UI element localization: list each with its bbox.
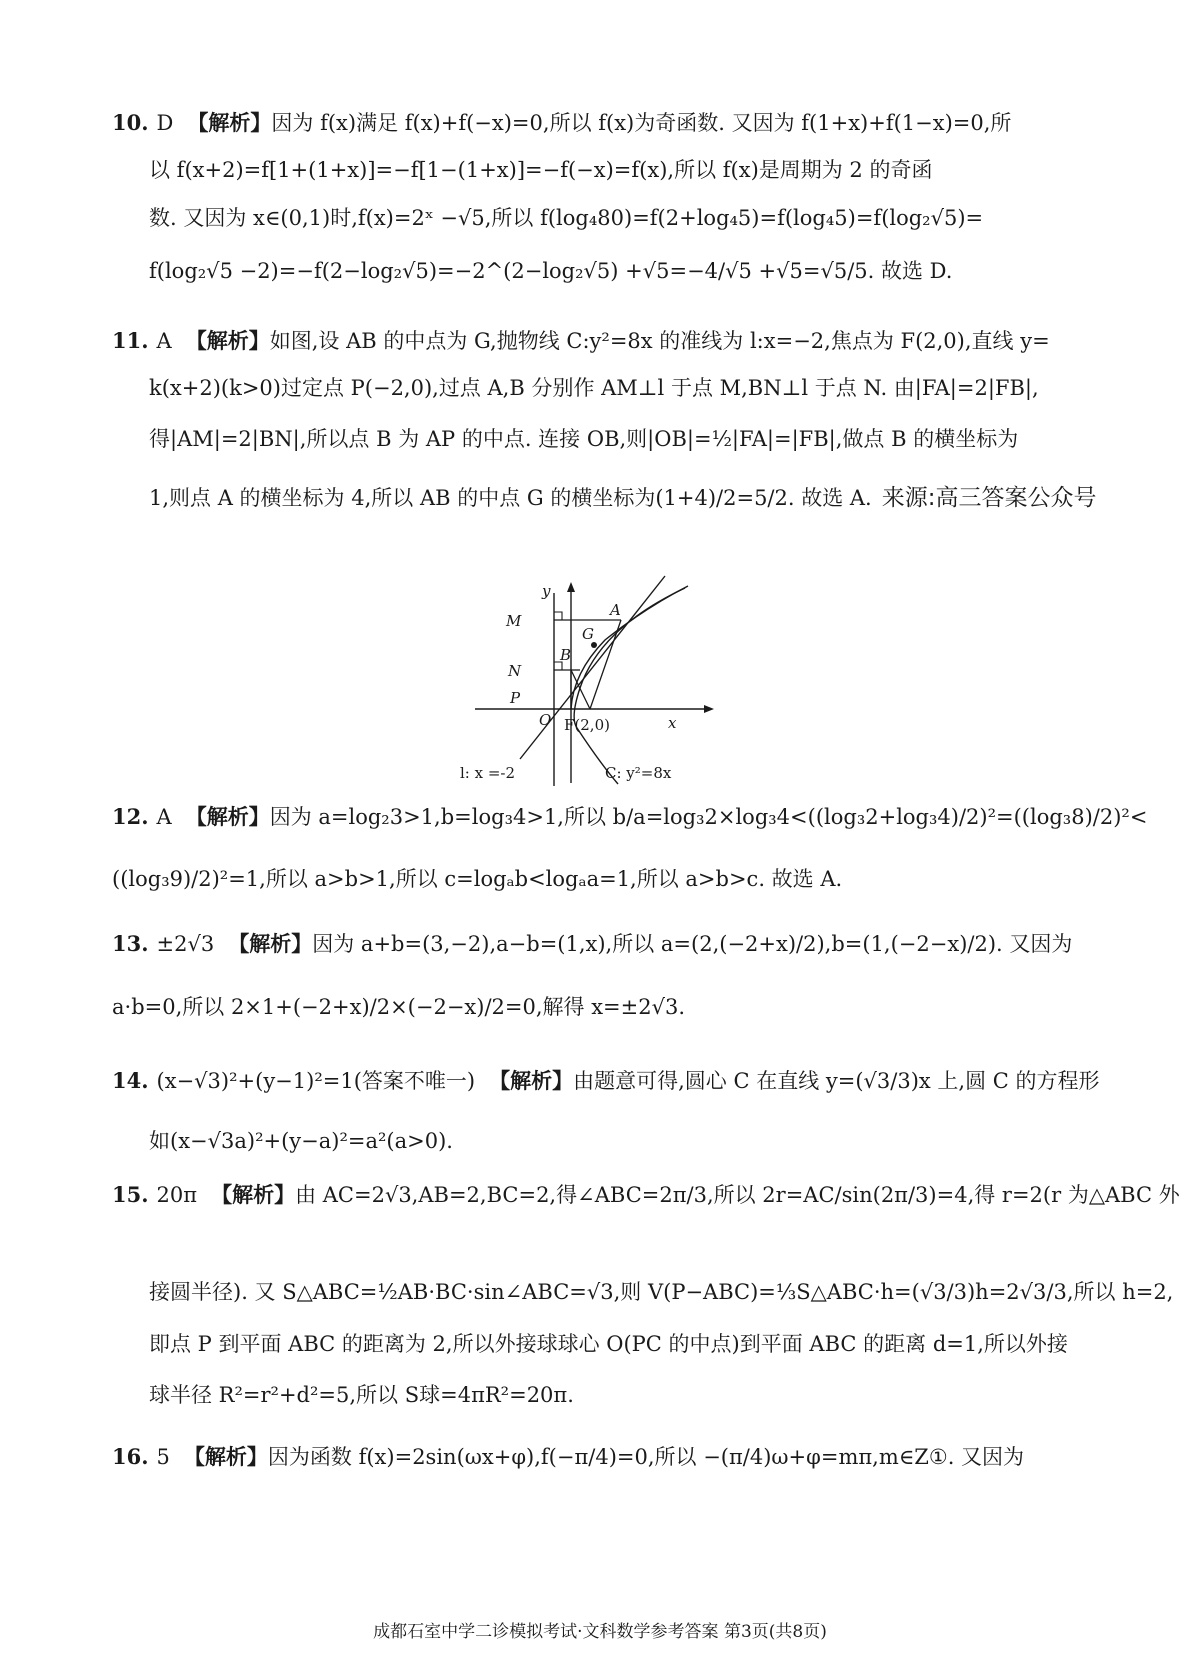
parabola-figure (460, 578, 760, 790)
parabola-upper (571, 586, 688, 709)
label-F: F(2,0) (564, 716, 610, 734)
problem-number: 15. (112, 1182, 149, 1207)
analysis-text: 因为函数 f(x)=2sin(ωx+φ),f(−π/4)=0,所以 −(π/4)ω+φ=mπ,m∈Z①. 又因为 (267, 1445, 1025, 1469)
problem-number: 11. (112, 328, 149, 353)
analysis-text: 以 f(x+2)=f[1+(1+x)]=−f[1−(1+x)]=−f(−x)=f(x),所以 f(x)是周期为 2 的奇函 (149, 158, 933, 182)
analysis-text: 接圆半径). 又 S△ABC=½AB·BC·sin∠ABC=√3,则 V(P−ABC)=⅓S△ABC·h=(√3/3)h=2√3/3,所以 h=2, (149, 1280, 1174, 1304)
analysis-text: 由 AC=2√3,AB=2,BC=2,得∠ABC=2π/3,所以 2r=AC/sin(2π/3)=4,得 r=2(r 为△ABC 外 (295, 1183, 1180, 1207)
analysis-tag: 【解析】 (183, 1444, 268, 1469)
label-O: O (539, 711, 552, 729)
problem-15-line-1 (112, 1180, 1180, 1210)
problem-number: 13. (112, 931, 149, 956)
problem-number: 12. (112, 804, 149, 829)
problem-11-line-1 (112, 326, 1050, 356)
problem-number: 14. (112, 1068, 149, 1093)
analysis-text: ((log₃9)/2)²=1,所以 a>b>1,所以 c=logₐb<logₐa=1,所以 a>b>c. 故选 A. (112, 867, 843, 891)
source-note: 来源:高三答案公众号 (881, 485, 1097, 511)
analysis-text: 因为 a+b=(3,−2),a−b=(1,x),所以 a=(2,(−2+x)/2),b=(1,(−2−x)/2). 又因为 (312, 932, 1073, 956)
problem-answer: 20π (156, 1183, 198, 1207)
y-axis-arrow (567, 582, 575, 592)
analysis-text: 由题意可得,圆心 C 在直线 y=(√3/3)x 上,圆 C 的方程形 (573, 1069, 1100, 1093)
label-M: M (506, 612, 522, 630)
parabola-curve (574, 588, 685, 784)
analysis-text: 球半径 R²=r²+d²=5,所以 S球=4πR²=20π. (149, 1383, 574, 1407)
problem-12-line-1 (112, 802, 1147, 832)
analysis-text: 即点 P 到平面 ABC 的距离为 2,所以外接球球心 O(PC 的中点)到平面 ABC 的距离 d=1,所以外接 (149, 1332, 1068, 1356)
analysis-tag: 【解析】 (489, 1068, 574, 1093)
problem-answer: D (156, 111, 174, 135)
label-P: P (510, 689, 521, 707)
problem-13-line-1 (112, 929, 1072, 959)
label-curve: C: y²=8x (605, 764, 672, 782)
analysis-tag: 【解析】 (185, 804, 270, 829)
problem-answer: 5 (156, 1445, 170, 1469)
problem-11-last-line (149, 483, 1097, 513)
analysis-text: f(log₂√5 −2)=−f(2−log₂√5)=−2^(2−log₂√5) +√5=−4/√5 +√5=√5/5. 故选 D. (149, 259, 953, 283)
analysis-text: 如图,设 AB 的中点为 G,抛物线 C:y²=8x 的准线为 l:x=−2,焦点为 F(2,0),直线 y= (269, 329, 1050, 353)
analysis-text: 因为 a=log₂3>1,b=log₃4>1,所以 b/a=log₃2×log₃4<((log₃2+log₃4)/2)²=((log₃8)/2)²< (269, 805, 1148, 829)
analysis-text: 数. 又因为 x∈(0,1)时,f(x)=2ˣ −√5,所以 f(log₄80)=f(2+log₄5)=f(log₄5)=f(log₂√5)= (149, 206, 984, 230)
problem-10-line-1 (112, 108, 1011, 138)
problem-number: 10. (112, 110, 149, 135)
analysis-text: 如(x−√3a)²+(y−a)²=a²(a>0). (149, 1129, 453, 1153)
problem-answer: ±2√3 (156, 932, 215, 956)
label-G: G (582, 625, 594, 643)
label-N: N (508, 662, 522, 680)
analysis-text: a·b=0,所以 2×1+(−2+x)/2×(−2−x)/2=0,解得 x=±2√3. (112, 995, 686, 1019)
label-y: y (542, 582, 551, 600)
analysis-tag: 【解析】 (228, 931, 313, 956)
label-directrix: l: x =-2 (460, 764, 516, 782)
right-angle-M (554, 612, 562, 620)
label-B: B (560, 646, 572, 664)
analysis-tag: 【解析】 (211, 1182, 296, 1207)
problem-number: 16. (112, 1444, 149, 1469)
analysis-text: k(x+2)(k>0)过定点 P(−2,0),过点 A,B 分别作 AM⊥l 于点 M,BN⊥l 于点 N. 由|FA|=2|FB|, (149, 376, 1039, 400)
analysis-text: 得|AM|=2|BN|,所以点 B 为 AP 的中点. 连接 OB,则|OB|=½|FA|=|FB|,做点 B 的横坐标为 (149, 427, 1019, 451)
x-axis-arrow (704, 705, 714, 713)
problem-answer: (x−√3)²+(y−1)²=1(答案不唯一) (156, 1069, 476, 1093)
page-footer: 成都石室中学二诊模拟考试·文科数学参考答案 第3页(共8页) (373, 1622, 827, 1642)
analysis-text: 1,则点 A 的横坐标为 4,所以 AB 的中点 G 的横坐标为(1+4)/2=5/2. 故选 A. (149, 486, 872, 510)
analysis-tag: 【解析】 (187, 110, 272, 135)
analysis-text: 因为 f(x)满足 f(x)+f(−x)=0,所以 f(x)为奇函数. 又因为 f(1+x)+f(1−x)=0,所 (271, 111, 1012, 135)
problem-14-line-1 (112, 1066, 1100, 1096)
problem-answer: A (156, 805, 172, 829)
analysis-tag: 【解析】 (185, 328, 270, 353)
problem-16-line-1 (112, 1442, 1024, 1472)
problem-answer: A (156, 329, 172, 353)
label-A: A (610, 601, 621, 619)
label-x: x (668, 714, 677, 732)
